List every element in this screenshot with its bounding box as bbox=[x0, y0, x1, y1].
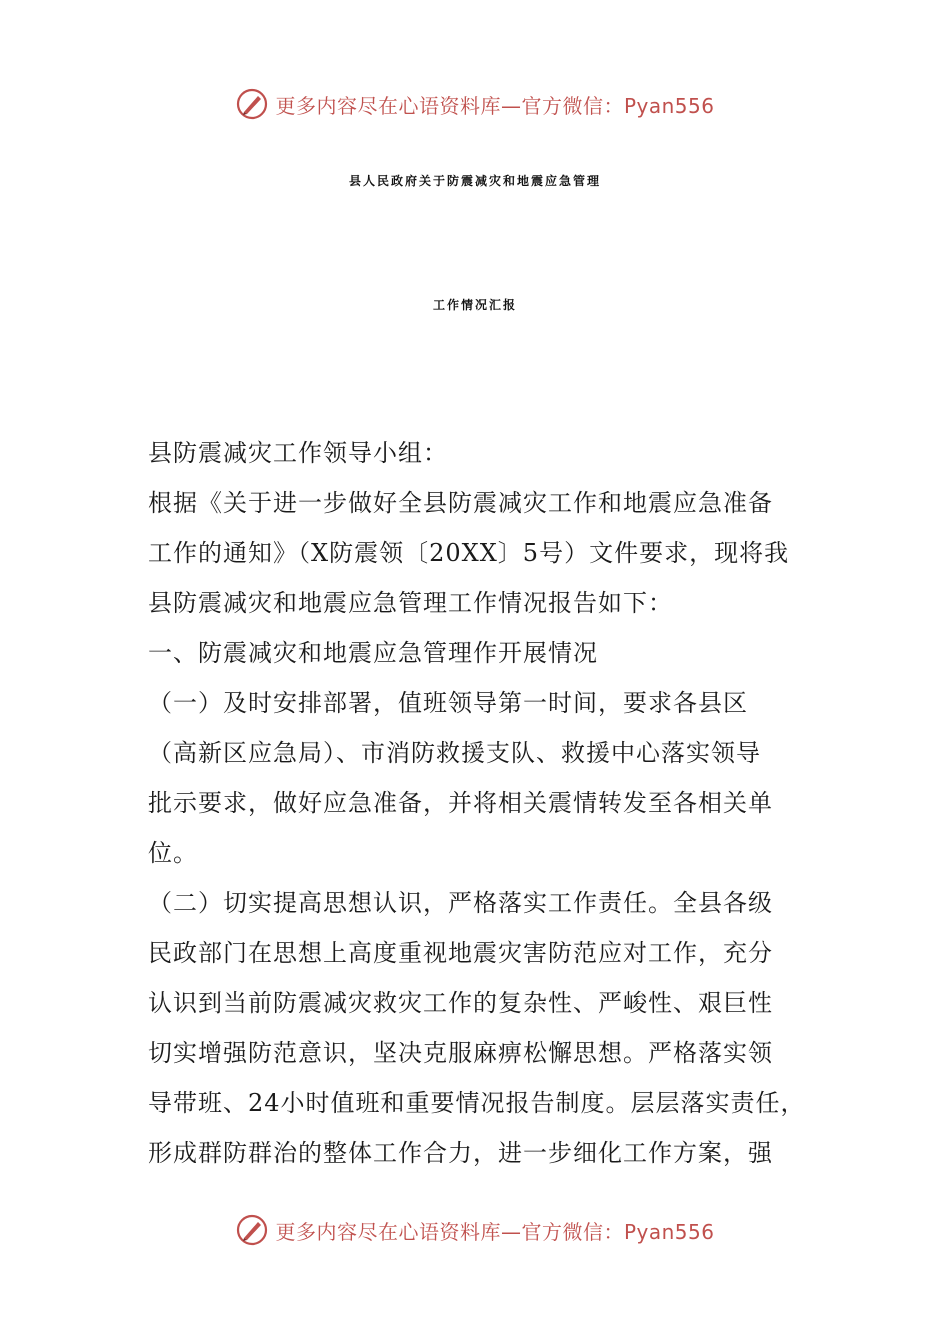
body-line: 县防震减灾和地震应急管理工作情况报告如下： bbox=[148, 589, 673, 617]
body-line: 工作的通知》（X防震领〔20XX〕5号）文件要求，现将我 bbox=[148, 539, 790, 567]
watermark-text: 更多内容尽在心语资料库—官方微信：Pyan556 bbox=[275, 1219, 715, 1244]
body-line: 形成群防群治的整体工作合力，进一步细化工作方案，强 bbox=[148, 1139, 773, 1167]
body-line: 导带班、24小时值班和重要情况报告制度。层层落实责任， bbox=[148, 1089, 806, 1117]
document-title-line-1: 县人民政府关于防震减灾和地震应急管理 bbox=[348, 174, 601, 188]
body-line: 位。 bbox=[148, 839, 198, 867]
document-title-line-2: 工作情况汇报 bbox=[432, 298, 517, 312]
watermark-footer bbox=[0, 1210, 950, 1250]
body-line: 认识到当前防震减灾救灾工作的复杂性、严峻性、艰巨性 bbox=[148, 989, 773, 1017]
body-line: 批示要求，做好应急准备，并将相关震情转发至各相关单 bbox=[148, 789, 773, 817]
document-body bbox=[148, 428, 808, 1178]
body-line: （一）及时安排部署，值班领导第一时间，要求各县区 bbox=[148, 689, 748, 717]
pen-logo-icon bbox=[235, 87, 269, 121]
body-line: 一、防震减灾和地震应急管理作开展情况 bbox=[148, 639, 598, 667]
pen-logo-icon bbox=[235, 1213, 269, 1247]
body-line: 根据《关于进一步做好全县防震减灾工作和地震应急准备 bbox=[148, 489, 773, 517]
body-line: 县防震减灾工作领导小组： bbox=[148, 439, 448, 467]
body-line: 切实增强防范意识，坚决克服麻痹松懈思想。严格落实领 bbox=[148, 1039, 773, 1067]
watermark-text: 更多内容尽在心语资料库—官方微信：Pyan556 bbox=[275, 93, 715, 118]
watermark-header bbox=[0, 84, 950, 124]
body-line: 民政部门在思想上高度重视地震灾害防范应对工作，充分 bbox=[148, 939, 773, 967]
body-line: （二）切实提高思想认识，严格落实工作责任。全县各级 bbox=[148, 889, 773, 917]
body-line: （高新区应急局）、市消防救援支队、救援中心落实领导 bbox=[148, 739, 761, 767]
